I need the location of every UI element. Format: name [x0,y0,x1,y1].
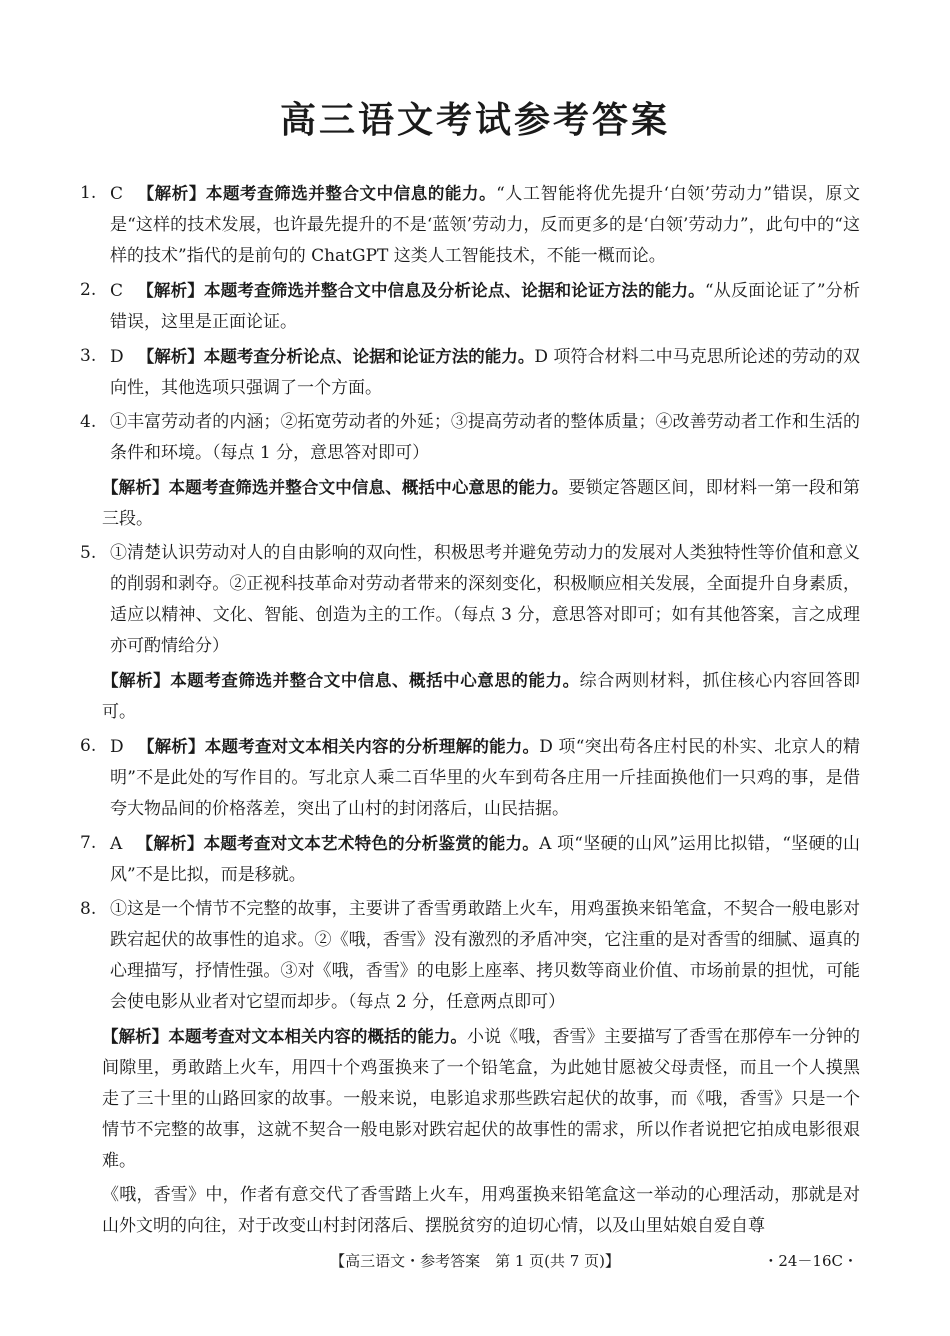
item-answer: C [110,184,124,204]
explanation-label: 【解析】本题考查对文本相关内容的分析理解的能力。 [137,737,540,756]
explanation-4 [80,472,860,535]
explanation-label: 【解析】本题考查对文本艺术特色的分析鉴赏的能力。 [136,834,540,853]
answer-item-7 [80,828,860,891]
answer-item-1 [80,178,860,272]
footer-code: ・24－16C・ [763,1252,858,1270]
item-text: “人工智能将优先提升‘白领’劳动力”错误，原文是“这样的技术发展，也许最先提升的不是‘蓝领’劳动力，反而更多的是‘白领’劳动力”，此句中的“这样的技术”指代的是前句的 ChatGPT 这类人工智能技术，不能一概而论。 [110,184,860,266]
explanation-label: 【解析】本题考查分析论点、论据和论证方法的能力。 [137,347,535,366]
item-number: 5. [80,543,97,563]
item-answer: C [110,281,124,301]
answer-item-5 [80,538,860,662]
item-answer: D [110,737,124,757]
explanation-label: 【解析】本题考查筛选并整合文中信息及分析论点、论据和论证方法的能力。 [137,281,705,300]
explanation-5 [80,665,860,728]
explanation-label: 【解析】本题考查对文本相关内容的概括的能力。 [102,1027,467,1046]
item-text: ①丰富劳动者的内涵；②拓宽劳动者的外延；③提高劳动者的整体质量；④改善劳动者工作和生活的条件和环境。（每点 1 分，意思答对即可） [110,412,860,463]
item-text: “从反面论证了”分析错误，这里是正面论证。 [110,281,860,332]
item-number: 2. [80,280,97,300]
explanation-label: 【解析】本题考查筛选并整合文中信息、概括中心意思的能力。 [102,671,580,690]
item-text: A 项“坚硬的山风”运用比拟错，“坚硬的山风”不是比拟，而是移就。 [110,834,860,885]
item-number: 1. [80,183,97,203]
item-number: 8. [80,899,97,919]
explanation-text: 要锁定答题区间，即材料一第一段和第三段。 [102,478,861,529]
answer-item-6 [80,731,860,825]
item-number: 4. [80,412,97,432]
answer-item-2 [80,275,860,338]
item-number: 7. [80,833,97,853]
footer-page-info: 【高三语文・参考答案 第 1 页(共 7 页)】 [330,1252,620,1270]
answer-item-4 [80,407,860,469]
answer-item-3 [80,341,860,404]
item-number: 3. [80,346,97,366]
item-text: D 项符合材料二中马克思所论述的劳动的双向性，其他选项只强调了一个方面。 [110,347,860,398]
explanation-text: 综合两则材料，抓住核心内容回答即可。 [102,671,861,722]
item-answer: D [110,347,124,367]
explanation-8-continued: 《哦，香雪》中，作者有意交代了香雪踏上火车，用鸡蛋换来铅笔盒这一举动的心理活动，那就是对山外文明的向往，对于改变山村封闭落后、摆脱贫穷的迫切心情，以及山里姑娘自爱自尊 [102,1185,860,1236]
page-title: 高三语文考试参考答案 [279,100,670,141]
item-number: 6. [80,736,97,756]
explanation-text: 小说《哦，香雪》主要描写了香雪在那停车一分钟的间隙里，勇敢踏上火车，用四十个鸡蛋换来了一个铅笔盒，为此她甘愿被父母责怪，而且一个人摸黑走了三十里的山路回家的故事。一般来说，电影追求那些跌宕起伏的故事，而《哦，香雪》只是一个情节不完整的故事，这就不契合一般电影对跌宕起伏的故事性的需求，所以作者说把它拍成电影很艰难。 [102,1027,860,1171]
explanation-label: 【解析】本题考查筛选并整合文中信息、概括中心意思的能力。 [102,478,569,497]
item-text: ①这是一个情节不完整的故事，主要讲了香雪勇敢踏上火车，用鸡蛋换来铅笔盒，不契合一般电影对跌宕起伏的故事性的追求。②《哦，香雪》没有激烈的矛盾冲突，它注重的是对香雪的细腻、逼真的心理描写，抒情性强。③对《哦，香雪》的电影上座率、拷贝数等商业价值、市场前景的担忧，可能会使电影从业者对它望而却步。（每点 2 分，任意两点即可） [110,899,860,1012]
page-footer [0,1246,950,1276]
explanation-label: 【解析】本题考查筛选并整合文中信息的能力。 [137,184,497,203]
item-text: ①清楚认识劳动对人的自由影响的双向性，积极思考并避免劳动力的发展对人类独特性等价值和意义的削弱和剥夺。②正视科技革命对劳动者带来的深刻变化，积极顺应相关发展，全面提升自身素质，适应以精神、文化、智能、创造为主的工作。（每点 3 分，意思答对即可；如有其他答案，言之成理亦可酌情给分） [110,543,860,656]
explanation-8 [80,1021,860,1177]
answer-list [80,178,860,1245]
item-text: D 项“突出苟各庄村民的朴实、北京人的精明”不是此处的写作目的。写北京人乘二百华里的火车到苟各庄用一斤挂面换他们一只鸡的事，是借夸大物品间的价格落差，突出了山村的封闭落后，山民拮据。 [110,737,861,819]
answer-item-8 [80,894,860,1018]
item-answer: A [110,834,123,854]
